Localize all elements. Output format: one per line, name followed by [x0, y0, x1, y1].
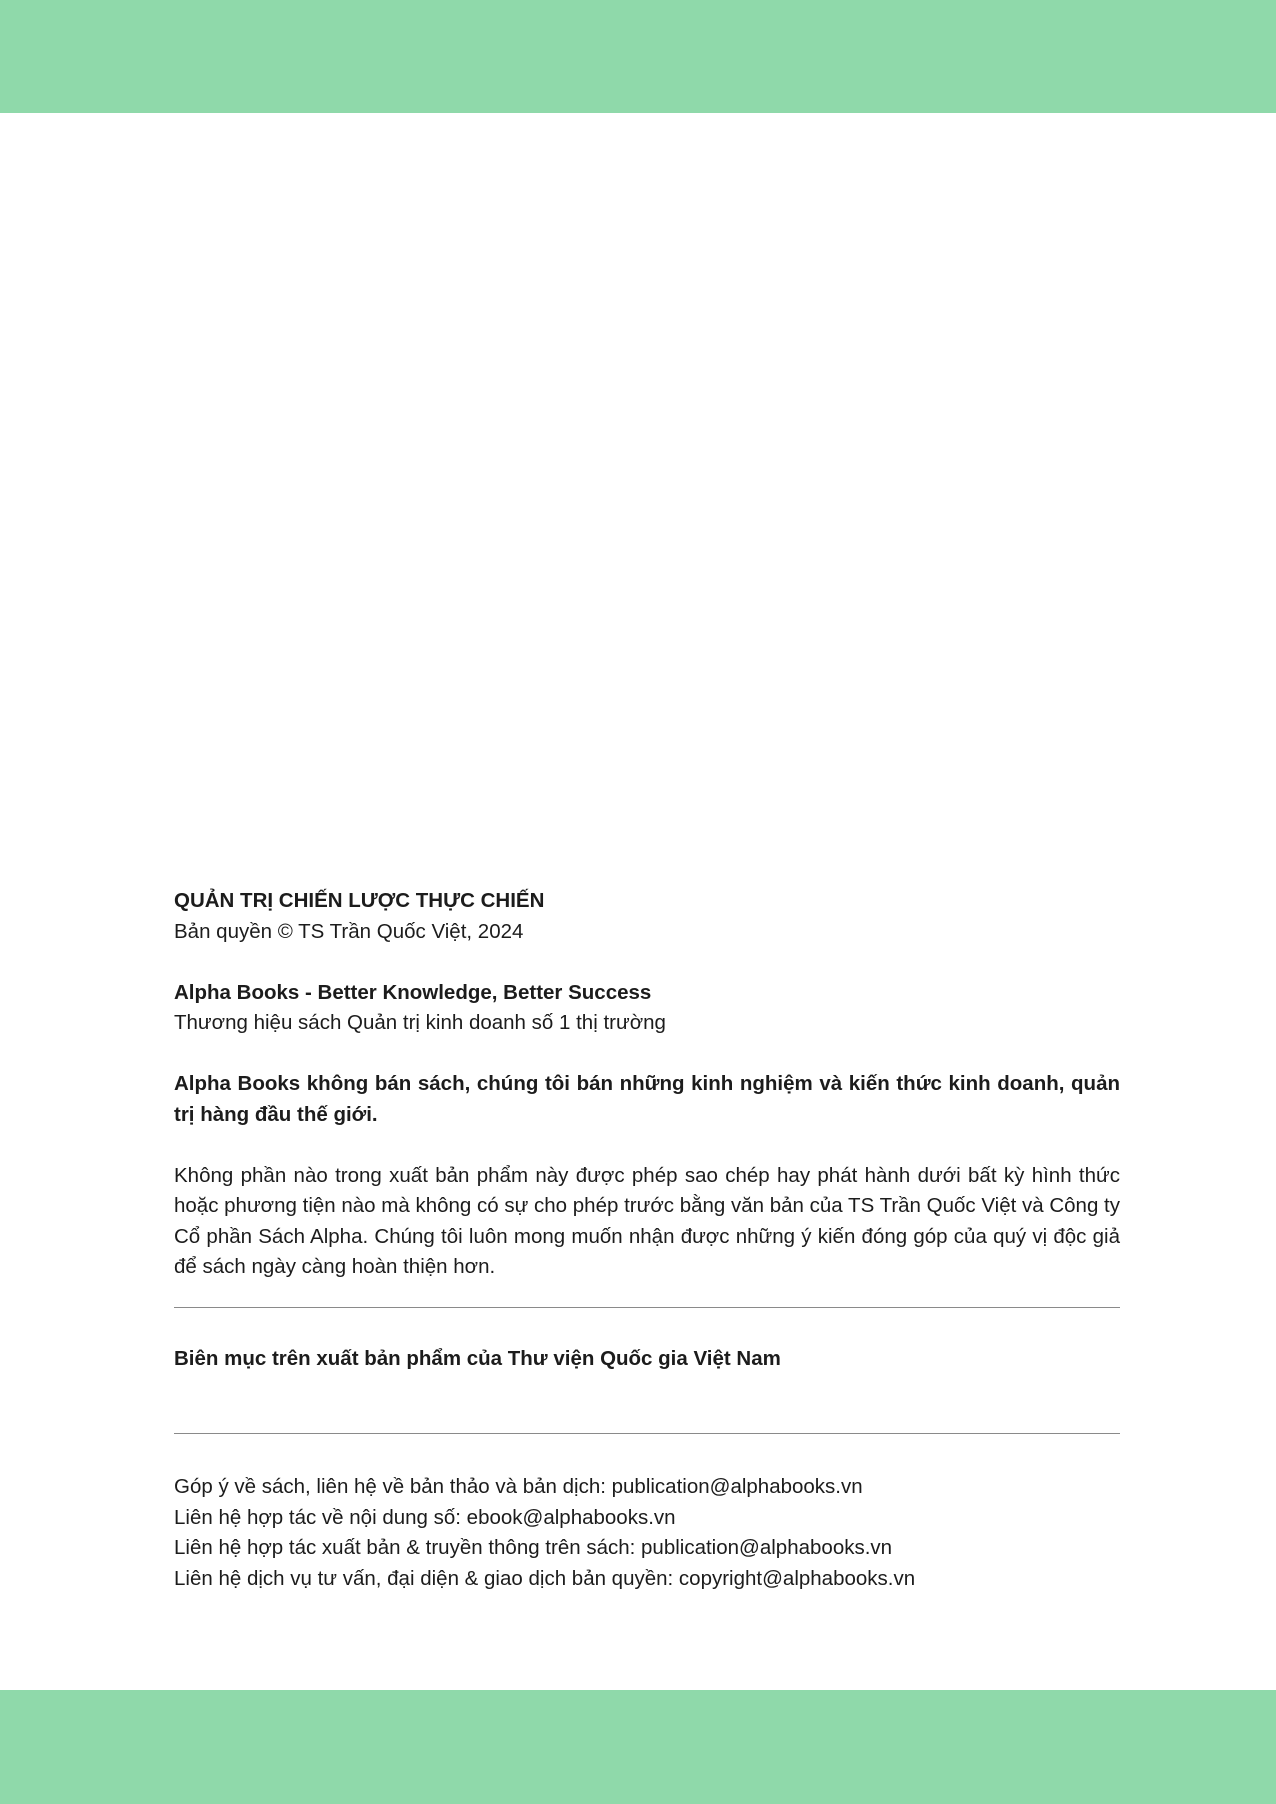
contact-line-publishing: Liên hệ hợp tác xuất bản & truyền thông trên sách: publication@alphabooks.vn [174, 1536, 893, 1559]
copyright-notice: Không phần nào trong xuất bản phẩm này được phép sao chép hay phát hành dưới bất kỳ hình thức hoặc phương tiện nào mà không có sự cho phép trước bằng văn bản của TS Trần Quốc Việt và Công ty Cổ phần Sách Alpha. Chúng tôi luôn mong muốn nhận được những ý kiến đóng góp của quý vị độc giả để sách ngày càng hoàn thiện hơn. [174, 1163, 1120, 1278]
contact-line-ebook: Liên hệ hợp tác về nội dung số: ebook@alphabooks.vn [174, 1505, 676, 1529]
copyright-page-content [174, 886, 1120, 1594]
top-color-band [0, 0, 1276, 113]
divider-bottom [174, 1433, 1120, 1434]
publisher-slogan: Alpha Books - Better Knowledge, Better Success [174, 980, 652, 1004]
publisher-mission: Alpha Books không bán sách, chúng tôi bán những kinh nghiệm và kiến thức kinh doanh, quản trị hàng đầu thế giới. [174, 1072, 1120, 1126]
book-title: QUẢN TRỊ CHIẾN LƯỢC THỰC CHIẾN [174, 889, 545, 912]
bottom-color-band [0, 1690, 1276, 1804]
cataloging-heading: Biên mục trên xuất bản phẩm của Thư viện Quốc gia Việt Nam [174, 1346, 781, 1370]
contact-list [174, 1472, 1120, 1594]
copyright-line: Bản quyền © TS Trần Quốc Việt, 2024 [174, 919, 524, 943]
contact-line-rights: Liên hệ dịch vụ tư vấn, đại diện & giao dịch bản quyền: copyright@alphabooks.vn [174, 1566, 916, 1590]
contact-line-feedback: Góp ý về sách, liên hệ về bản thảo và bản dịch: publication@alphabooks.vn [174, 1475, 863, 1498]
publisher-tagline: Thương hiệu sách Quản trị kinh doanh số 1 thị trường [174, 1011, 666, 1034]
divider-top [174, 1307, 1120, 1308]
